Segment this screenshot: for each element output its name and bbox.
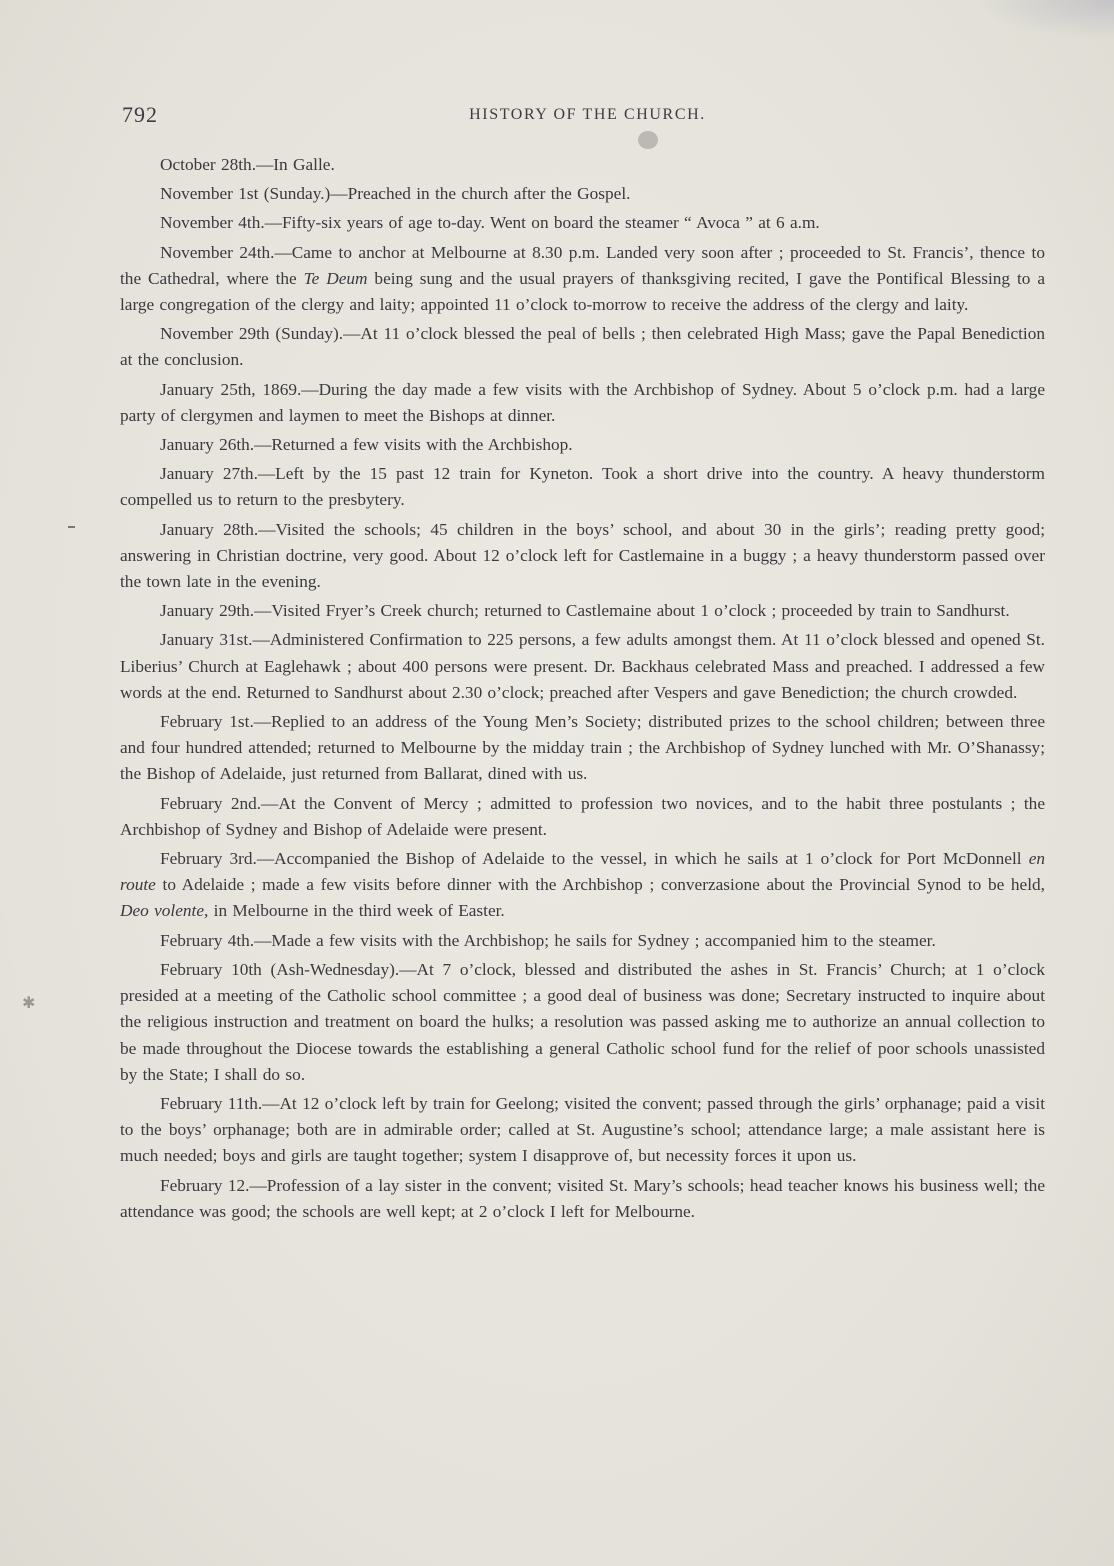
entry-text: February 12.—Profession of a lay sister in the convent; visited St. Mary’s schools; head teacher knows his business well; the attendance was good; the schools are well kept; at 2 o’clock I left for Melbourne. bbox=[120, 1175, 1045, 1221]
entry-feb-4 bbox=[120, 928, 1045, 954]
entry-text: November 1st (Sunday.)—Preached in the church after the Gospel. bbox=[160, 184, 631, 204]
margin-star-mark: ✱ bbox=[22, 995, 36, 1012]
entry-text: February 4th.—Made a few visits with the Archbishop; he sails for Sydney ; accompanied him to the steamer. bbox=[160, 930, 936, 950]
entry-text: February 2nd.—At the Convent of Mercy ; admitted to profession two novices, and to the habit three postulants ; the Archbishop of Sydney and Bishop of Adelaide were present. bbox=[120, 793, 1045, 839]
entry-text: November 29th (Sunday).—At 11 o’clock blessed the peal of bells ; then celebrated High Mass; gave the Papal Benediction at the conclusion. bbox=[120, 324, 1045, 370]
entry-jan-26 bbox=[120, 432, 1045, 458]
entry-text: being sung and the usual prayers of thanksgiving recited, I gave the Pontifical Blessing to a large congregation of the clergy and laity; appointed 11 o’clock to-morrow to receive the address of the clergy and laity. bbox=[120, 268, 1045, 315]
corner-stain bbox=[974, 0, 1114, 40]
entry-text: January 31st.—Administered Confirmation to 225 persons, a few adults amongst them. At 11 o’clock blessed and opened St. Liberius’ Church at Eaglehawk ; about 400 persons were present. Dr. Backhaus celebrated Mass and preached. I addressed a few words at the end. Returned to Sandhurst about 2.30 o’clock; preached after Vespers and gave Benediction; the church crowded. bbox=[120, 630, 1045, 702]
entry-text: November 4th.—Fifty-six years of age to-day. Went on board the steamer “ Avoca ” at 6 a.m. bbox=[160, 213, 820, 233]
diary-entries bbox=[120, 152, 1045, 1228]
entry-feb-3 bbox=[120, 846, 1045, 925]
entry-text: January 26th.—Returned a few visits with the Archbishop. bbox=[160, 435, 573, 455]
running-title: HISTORY OF THE CHURCH. bbox=[469, 106, 706, 123]
entry-nov-4 bbox=[120, 210, 1045, 236]
entry-text: January 27th.—Left by the 15 past 12 train for Kyneton. Took a short drive into the country. A heavy thunderstorm compelled us to return to the presbytery. bbox=[120, 464, 1045, 510]
entry-italic-text: Te Deum bbox=[303, 268, 368, 288]
entry-feb-10 bbox=[120, 957, 1045, 1088]
entry-nov-1 bbox=[120, 181, 1045, 207]
entry-text: in Melbourne in the third week of Easter. bbox=[208, 901, 505, 921]
entry-feb-2 bbox=[120, 791, 1045, 843]
entry-text: February 10th (Ash-Wednesday).—At 7 o’clock, blessed and distributed the ashes in St. Francis’ Church; at 1 o’clock presided at a meeting of the Catholic school committee ; a good deal of business was done; Secretary instructed to inquire about the religious instruction and treatment on board the hulks; a resolution was passed asking me to authorize an annual collection to be made throughout the Diocese towards the establishing a general Catholic school fund for the relief of poor schools unassisted by the State; I shall do so. bbox=[120, 959, 1045, 1084]
margin-dash bbox=[68, 526, 75, 528]
entry-text: January 25th, 1869.—During the day made a few visits with the Archbishop of Sydney. About 5 o’clock p.m. had a large party of clergymen and laymen to meet the Bishops at dinner. bbox=[120, 379, 1045, 425]
entry-feb-12 bbox=[120, 1173, 1045, 1225]
entry-text: January 28th.—Visited the schools; 45 children in the boys’ school, and about 30 in the girls’; reading pretty good; answering in Christian doctrine, very good. About 12 o’clock left for Castlemaine in a buggy ; a heavy thunderstorm passed over the town late in the evening. bbox=[120, 519, 1045, 592]
entry-jan-29 bbox=[120, 598, 1045, 624]
entry-jan-28 bbox=[120, 517, 1045, 596]
running-head bbox=[120, 100, 1045, 130]
entry-text: October 28th.—In Galle. bbox=[160, 155, 335, 174]
entry-nov-29 bbox=[120, 321, 1045, 373]
entry-text: February 1st.—Replied to an address of the Young Men’s Society; distributed prizes to the school children; between three and four hundred attended; returned to Melbourne by the midday train ; the Archbishop of Sydney lunched with Mr. O’Shanassy; the Bishop of Adelaide, just returned from Ballarat, dined with us. bbox=[120, 712, 1045, 784]
ink-blot bbox=[638, 131, 658, 149]
entry-text: to Adelaide ; made a few visits before dinner with the Archbishop ; converzasione about the Provincial Synod to be held, bbox=[155, 875, 1045, 895]
entry-oct-28 bbox=[120, 152, 1045, 178]
entry-italic-text: Deo volente, bbox=[120, 901, 209, 921]
entry-jan-25 bbox=[120, 377, 1045, 429]
entry-text: January 29th.—Visited Fryer’s Creek church; returned to Castlemaine about 1 o’clock ; proceeded by train to Sandhurst. bbox=[160, 601, 1010, 621]
page-number: 792 bbox=[122, 102, 158, 127]
entry-nov-24 bbox=[120, 240, 1045, 319]
entry-italic-text: en route bbox=[120, 849, 1045, 895]
entry-text: February 11th.—At 12 o’clock left by train for Geelong; visited the convent; passed through the girls’ orphanage; paid a visit to the boys’ orphanage; both are in admirable order; called at St. Augustine’s school; attendance large; a male assistant here is much needed; boys and girls are taught together; system I disapprove of, but necessity forces it upon us. bbox=[120, 1093, 1045, 1166]
entry-text: February 3rd.—Accompanied the Bishop of Adelaide to the vessel, in which he sails at 1 o’clock for Port McDonnell bbox=[160, 849, 1029, 869]
entry-feb-11 bbox=[120, 1091, 1045, 1170]
entry-jan-31 bbox=[120, 627, 1045, 706]
entry-jan-27 bbox=[120, 461, 1045, 513]
entry-text: November 24th.—Came to anchor at Melbourne at 8.30 p.m. Landed very soon after ; proceeded to St. Francis’, thence to the Cathedral, where the bbox=[120, 242, 1045, 288]
entry-feb-1 bbox=[120, 709, 1045, 788]
